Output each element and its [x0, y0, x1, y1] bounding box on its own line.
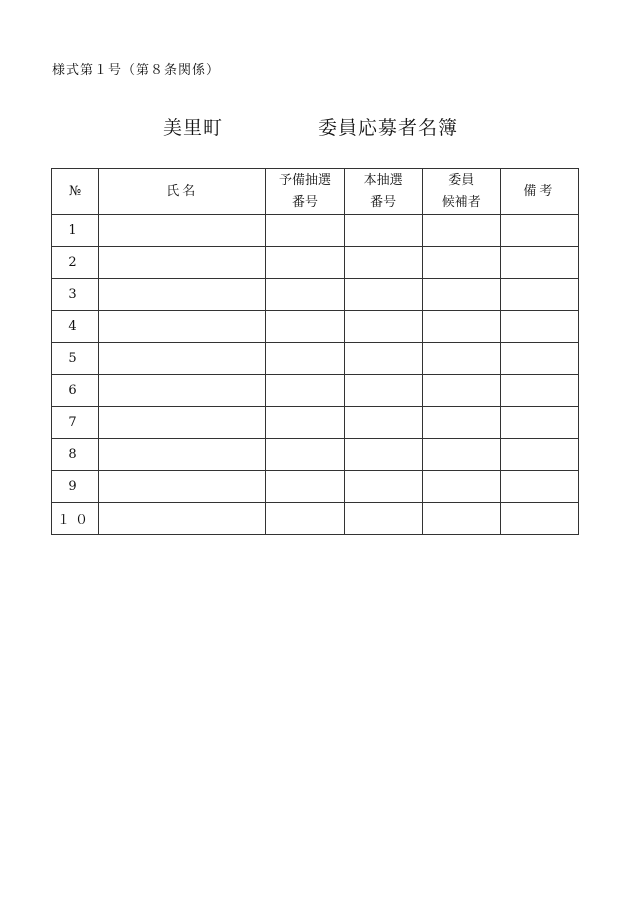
remarks-cell[interactable] — [500, 471, 578, 503]
name-cell[interactable] — [99, 311, 266, 343]
header-committee-candidate — [422, 169, 500, 215]
row-number: 9 — [52, 471, 99, 503]
header-prelim-lottery-number — [266, 169, 344, 215]
name-cell[interactable] — [99, 247, 266, 279]
final-number-cell[interactable] — [344, 503, 422, 535]
header-prelim-line1: 予備抽選 — [278, 172, 331, 188]
header-remarks: 備考 — [500, 169, 578, 215]
prelim-number-cell[interactable] — [266, 215, 344, 247]
row-number: 6 — [52, 375, 99, 407]
final-number-cell[interactable] — [344, 407, 422, 439]
final-number-cell[interactable] — [344, 439, 422, 471]
candidate-cell[interactable] — [422, 247, 500, 279]
candidate-cell[interactable] — [422, 407, 500, 439]
remarks-cell[interactable] — [500, 343, 578, 375]
final-number-cell[interactable] — [344, 215, 422, 247]
final-number-cell[interactable] — [344, 375, 422, 407]
row-number: 7 — [52, 407, 99, 439]
candidate-cell[interactable] — [422, 471, 500, 503]
table-row — [52, 215, 579, 247]
table-row — [52, 247, 579, 279]
title-town-name: 美里町 — [163, 117, 224, 139]
candidate-cell[interactable] — [422, 375, 500, 407]
prelim-number-cell[interactable] — [266, 311, 344, 343]
prelim-number-cell[interactable] — [266, 279, 344, 311]
prelim-number-cell[interactable] — [266, 407, 344, 439]
row-number: 3 — [52, 279, 99, 311]
row-number: 4 — [52, 311, 99, 343]
header-candidate-line1: 委員 — [448, 172, 475, 188]
header-prelim-line2: 番号 — [291, 194, 318, 210]
name-cell[interactable] — [99, 279, 266, 311]
prelim-number-cell[interactable] — [266, 439, 344, 471]
row-number: 2 — [52, 247, 99, 279]
prelim-number-cell[interactable] — [266, 375, 344, 407]
header-candidate-line2: 候補者 — [441, 194, 481, 210]
prelim-number-cell[interactable] — [266, 503, 344, 535]
table-row — [52, 439, 579, 471]
name-cell[interactable] — [99, 471, 266, 503]
final-number-cell[interactable] — [344, 279, 422, 311]
table-header-row — [52, 169, 579, 215]
name-cell[interactable] — [99, 439, 266, 471]
form-number-label: 様式第１号（第８条関係） — [52, 63, 221, 78]
header-final-line1: 本抽選 — [363, 172, 403, 188]
row-number: 5 — [52, 343, 99, 375]
table-row — [52, 503, 579, 535]
header-name: 氏名 — [99, 169, 266, 215]
candidate-cell[interactable] — [422, 439, 500, 471]
remarks-cell[interactable] — [500, 407, 578, 439]
table-row — [52, 471, 579, 503]
remarks-cell[interactable] — [500, 279, 578, 311]
name-cell[interactable] — [99, 503, 266, 535]
candidate-cell[interactable] — [422, 343, 500, 375]
candidate-cell[interactable] — [422, 279, 500, 311]
table-row — [52, 407, 579, 439]
remarks-cell[interactable] — [500, 439, 578, 471]
remarks-cell[interactable] — [500, 311, 578, 343]
header-no: № — [52, 169, 99, 215]
final-number-cell[interactable] — [344, 311, 422, 343]
header-final-line2: 番号 — [370, 194, 397, 210]
name-cell[interactable] — [99, 215, 266, 247]
remarks-cell[interactable] — [500, 503, 578, 535]
name-cell[interactable] — [99, 343, 266, 375]
final-number-cell[interactable] — [344, 343, 422, 375]
table-row — [52, 375, 579, 407]
row-number: １０ — [52, 503, 99, 535]
table-row — [52, 343, 579, 375]
applicant-roster-table — [51, 168, 579, 535]
table-row — [52, 279, 579, 311]
header-final-lottery-number — [344, 169, 422, 215]
candidate-cell[interactable] — [422, 215, 500, 247]
title-main: 委員応募者名簿 — [318, 117, 459, 139]
final-number-cell[interactable] — [344, 247, 422, 279]
row-number: 1 — [52, 215, 99, 247]
remarks-cell[interactable] — [500, 247, 578, 279]
prelim-number-cell[interactable] — [266, 343, 344, 375]
table-row — [52, 311, 579, 343]
prelim-number-cell[interactable] — [266, 247, 344, 279]
name-cell[interactable] — [99, 407, 266, 439]
document-title — [0, 113, 630, 139]
remarks-cell[interactable] — [500, 215, 578, 247]
candidate-cell[interactable] — [422, 311, 500, 343]
prelim-number-cell[interactable] — [266, 471, 344, 503]
row-number: 8 — [52, 439, 99, 471]
final-number-cell[interactable] — [344, 471, 422, 503]
name-cell[interactable] — [99, 375, 266, 407]
remarks-cell[interactable] — [500, 375, 578, 407]
candidate-cell[interactable] — [422, 503, 500, 535]
